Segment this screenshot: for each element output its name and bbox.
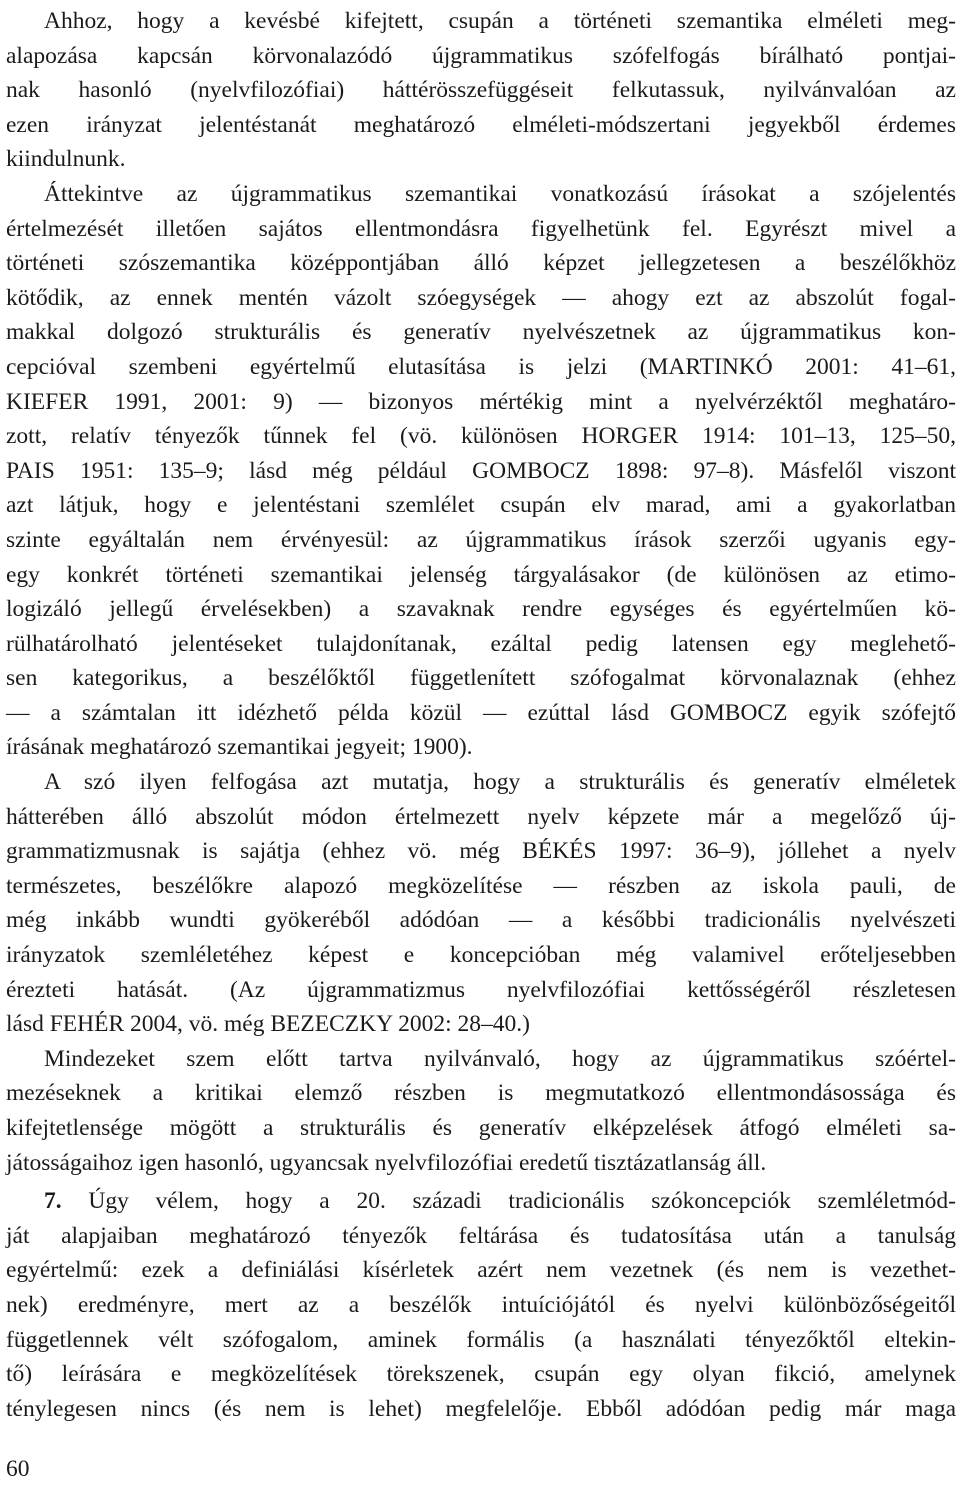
- text-line: ténylegesen nincs (és nem is lehet) megfelelője. Ebből adódóan pedig már maga: [6, 1395, 956, 1422]
- text-line: A szó ilyen felfogása azt mutatja, hogy a strukturális és generatív elméletek: [44, 769, 956, 796]
- paragraph-2: [6, 177, 956, 765]
- text-line: zott, relatív tényezők tűnnek fel (vö. különösen HORGER 1914: 101–13, 125–50,: [6, 423, 956, 450]
- text-line: kifejtetlensége mögött a strukturális és generatív elképzelések átfogó elméleti sa-: [6, 1115, 956, 1141]
- text-line: nak hasonló (nyelvfilozófiai) háttérösszefüggéseit felkutassuk, nyilvánvalóan az: [6, 77, 956, 104]
- text-line: nek) eredményre, mert az a beszélők intuíciójától és nyelvi különbözőségeitől: [6, 1291, 956, 1318]
- text-line: Mindezeket szem előtt tartva nyilvánvaló, hogy az újgrammatikus szóértel-: [44, 1045, 956, 1072]
- text-line: történeti szószemantika középpontjában álló képzet jellegzetesen a beszélőkhöz: [6, 250, 956, 277]
- text-line: ját alapjaiban meghatározó tényezők feltárása és tudatosítása után a tanulság: [6, 1222, 956, 1249]
- text-line: logizáló jellegű érvelésekben) a szavaknak rendre egységes és egyértelműen kö-: [6, 596, 956, 623]
- text-line: hátterében álló abszolút módon értelmezett nyelv képzete már a megelőző új-: [6, 803, 956, 830]
- text-line: kötődik, az ennek mentén vázolt szóegységek — ahogy ezt az abszolút fogal-: [6, 284, 956, 311]
- text-line: szinte egyáltalán nem érvényesül: az újgrammatikus írások szerzői ugyanis egy-: [6, 526, 956, 553]
- paragraph-1: [6, 4, 956, 177]
- text-line: Ahhoz, hogy a kevésbé kifejtett, csupán a történeti szemantika elméleti meg-: [44, 8, 956, 34]
- page-body: [6, 4, 956, 1426]
- text-line: grammatizmusnak is sajátja (ehhez vö. még BÉKÉS 1997: 36–9), jóllehet a nyelv: [6, 838, 956, 865]
- text-line: értelmezését illetően sajátos ellentmondásra figyelhetünk fel. Egyrészt mivel a: [6, 215, 956, 242]
- section-number: 7.: [44, 1188, 62, 1215]
- text-line: játosságaihoz igen hasonló, ugyancsak nyelvfilozófiai eredetű tisztázatlanság áll.: [6, 1149, 767, 1176]
- text-line: PAIS 1951: 135–9; lásd még például GOMBOCZ 1898: 97–8). Másfelől viszont: [6, 457, 956, 484]
- text-line: — a számtalan itt idézhető példa közül — ezúttal lásd GOMBOCZ egyik szófejtő: [6, 699, 956, 726]
- text-line: KIEFER 1991, 2001: 9) — bizonyos mértékig mint a nyelvérzéktől meghatáro-: [6, 388, 956, 415]
- text-line: kiindulnunk.: [6, 146, 126, 173]
- text-line: mezéseknek a kritikai elemző részben is megmutatkozó ellentmondásossága és: [6, 1080, 956, 1107]
- text-line: ezen irányzat jelentéstanát meghatározó elméleti-módszertani jegyekből érdemes: [6, 111, 956, 138]
- text-line-content: Úgy vélem, hogy a 20. századi tradicionális szókoncepciók szemléletmód-: [61, 1188, 956, 1215]
- text-line: egyértelmű: ezek a definiálási kísérletek azért nem vezetnek (és nem is vezethet-: [6, 1257, 956, 1284]
- text-line: azt látjuk, hogy e jelentéstani szemlélet csupán elv marad, ami a gyakorlatban: [6, 492, 956, 519]
- text-line: Áttekintve az újgrammatikus szemantikai vonatkozású írásokat a szójelentés: [44, 180, 956, 207]
- text-line: [6, 1184, 956, 1219]
- text-line: rülhatárolható jelentéseket tulajdonítanak, ezáltal pedig latensen egy meglehető-: [6, 630, 956, 657]
- text-line: függetlennek vélt szófogalom, aminek formális (a használati tényezőktől eltekin-: [6, 1326, 956, 1353]
- text-line: sen kategorikus, a beszélőktől függetlenített szófogalmat körvonalaznak (ehhez: [6, 665, 956, 692]
- text-line: érezteti hatását. (Az újgrammatizmus nyelvfilozófiai kettősségéről részletesen: [6, 976, 956, 1003]
- text-line: egy konkrét történeti szemantikai jelenség tárgyalásakor (de különösen az etimo-: [6, 561, 956, 588]
- text-line: írásának meghatározó szemantikai jegyeit; 1900).: [6, 734, 473, 761]
- text-line: még inkább wundti gyökeréből adódóan — a későbbi tradicionális nyelvészeti: [6, 907, 956, 934]
- text-line: cepcióval szembeni egyértelmű elutasítása is jelzi (MARTINKÓ 2001: 41–61,: [6, 353, 956, 380]
- text-line: természetes, beszélőkre alapozó megközelítése — részben az iskola pauli, de: [6, 872, 956, 899]
- text-line: makkal dolgozó strukturális és generatív nyelvészetnek az újgrammatikus kon-: [6, 319, 956, 346]
- text-line: tő) leírására e megközelítések törekszenek, csupán egy olyan fikció, amelynek: [6, 1361, 956, 1388]
- page-number: 60: [6, 1456, 30, 1482]
- paragraph-3: [6, 765, 956, 1042]
- text-line: lásd FEHÉR 2004, vö. még BEZECZKY 2002: 28–40.): [6, 1011, 530, 1038]
- paragraph-5: [6, 1184, 956, 1426]
- paragraph-4: [6, 1042, 956, 1180]
- text-line: irányzatok szemléletéhez képest e koncepcióban még valamivel erőteljesebben: [6, 942, 956, 969]
- text-line: alapozása kapcsán körvonalazódó újgrammatikus szófelfogás bírálható pontjai-: [6, 42, 956, 69]
